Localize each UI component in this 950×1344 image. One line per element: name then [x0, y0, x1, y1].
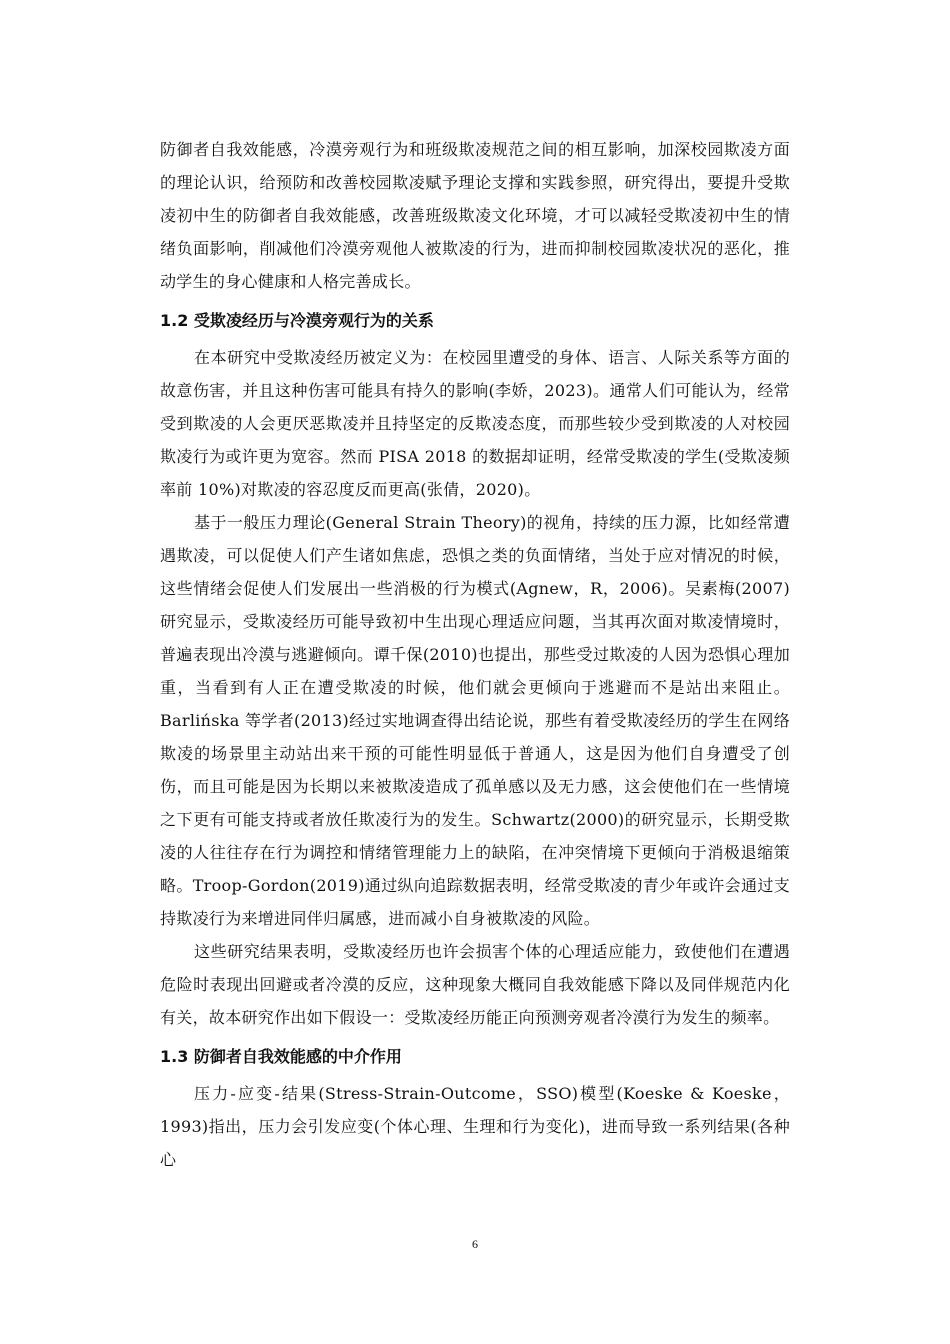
section-heading-1-3: 1.3 防御者自我效能感的中介作用	[160, 1047, 402, 1066]
paragraph-sso-model: 压力-应变-结果(Stress-Strain-Outcome，SSO)模型(Koeske & Koeske，1993)指出，压力会引发应变(个体心理、生理和行为变化)，进而导致一系列结果(各种心	[160, 1084, 790, 1169]
section-heading-1-2: 1.2 受欺凌经历与冷漠旁观行为的关系	[160, 311, 434, 330]
paragraph-hypothesis-1: 这些研究结果表明，受欺凌经历也许会损害个体的心理适应能力，致使他们在遭遇危险时表现出回避或者冷漠的反应，这种现象大概同自我效能感下降以及同伴规范内化有关，故本研究作出如下假设一：受欺凌经历能正向预测旁观者冷漠行为发生的频率。	[160, 942, 790, 1027]
paragraph-continued: 防御者自我效能感，冷漠旁观行为和班级欺凌规范之间的相互影响，加深校园欺凌方面的理论认识，给预防和改善校园欺凌赋予理论支撑和实践参照，研究得出，要提升受欺凌初中生的防御者自我效能感，改善班级欺凌文化环境，才可以减轻受欺凌初中生的情绪负面影响，削减他们冷漠旁观他人被欺凌的行为，进而抑制校园欺凌状况的恶化，推动学生的身心健康和人格完善成长。	[160, 140, 790, 291]
paragraph-definition: 在本研究中受欺凌经历被定义为：在校园里遭受的身体、语言、人际关系等方面的故意伤害，并且这种伤害可能具有持久的影响(李娇，2023)。通常人们可能认为，经常受到欺凌的人会更厌恶欺凌并且持坚定的反欺凌态度，而那些较少受到欺凌的人对校园欺凌行为或许更为宽容。然而 PISA 2018 的数据却证明，经常受欺凌的学生(受欺凌频率前 10%)对欺凌的容忍度反而更高(张倩，2020)。	[160, 348, 790, 499]
page-body	[160, 133, 790, 1176]
paragraph-strain-theory: 基于一般压力理论(General Strain Theory)的视角，持续的压力源，比如经常遭遇欺凌，可以促使人们产生诸如焦虑，恐惧之类的负面情绪，当处于应对情况的时候，这些情绪会促使人们发展出一些消极的行为模式(Agnew，R，2006)。吴素梅(2007)研究显示，受欺凌经历可能导致初中生出现心理适应问题，当其再次面对欺凌情境时，普遍表现出冷漠与逃避倾向。谭千保(2010)也提出，那些受过欺凌的人因为恐惧心理加重，当看到有人正在遭受欺凌的时候，他们就会更倾向于逃避而不是站出来阻止。Barlińska 等学者(2013)经过实地调查得出结论说，那些有着受欺凌经历的学生在网络欺凌的场景里主动站出来干预的可能性明显低于普通人，这是因为他们自身遭受了创伤，而且可能是因为长期以来被欺凌造成了孤单感以及无力感，这会使他们在一些情境之下更有可能支持或者放任欺凌行为的发生。Schwartz(2000)的研究显示，长期受欺凌的人往往存在行为调控和情绪管理能力上的缺陷，在冲突情境下更倾向于消极退缩策略。Troop-Gordon(2019)通过纵向追踪数据表明，经常受欺凌的青少年或许会通过支持欺凌行为来增进同伴归属感，进而减小自身被欺凌的风险。	[160, 513, 790, 928]
page-number: 6	[472, 1237, 478, 1251]
